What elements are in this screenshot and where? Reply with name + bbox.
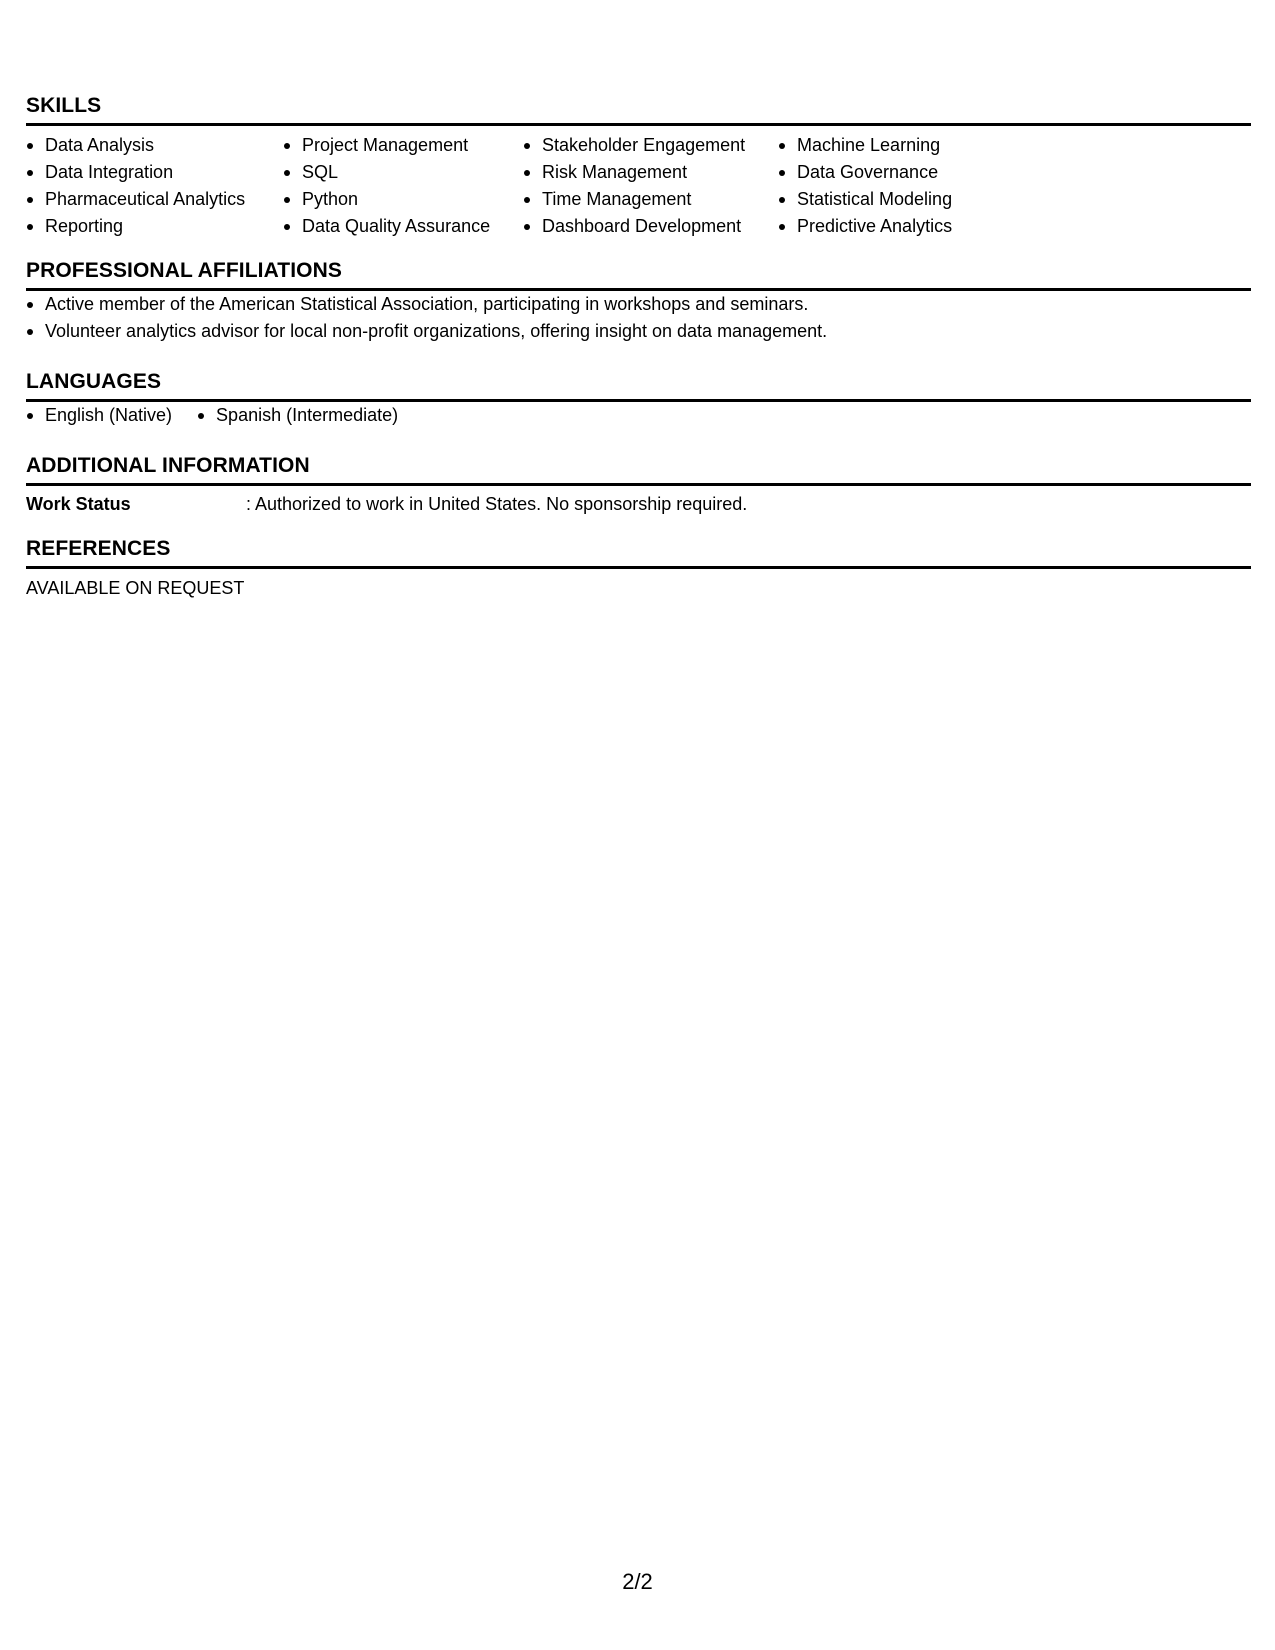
skill-item: Data Integration — [26, 159, 283, 186]
skill-item: Stakeholder Engagement — [523, 132, 778, 159]
skill-item: Data Quality Assurance — [283, 213, 523, 240]
work-status-label: Work Status — [26, 494, 131, 514]
skill-item: Pharmaceutical Analytics — [26, 186, 283, 213]
references-heading: REFERENCES — [26, 537, 171, 560]
languages-list — [26, 402, 1251, 429]
affiliation-item: Volunteer analytics advisor for local non-profit organizations, offering insight on data management. — [26, 318, 1251, 345]
additional-information-divider — [26, 483, 1251, 486]
language-item: Spanish (Intermediate) — [197, 402, 398, 429]
skill-item: Dashboard Development — [523, 213, 778, 240]
work-status-value: : Authorized to work in United States. No sponsorship required. — [246, 494, 748, 514]
skill-item: Risk Management — [523, 159, 778, 186]
skills-grid — [26, 132, 1251, 240]
skill-item: Reporting — [26, 213, 283, 240]
skills-heading: SKILLS — [26, 94, 102, 117]
skill-item: Python — [283, 186, 523, 213]
skill-item: Data Analysis — [26, 132, 283, 159]
references-divider — [26, 566, 1251, 569]
skills-divider — [26, 123, 1251, 126]
language-item: English (Native) — [26, 402, 172, 429]
page-number: 2/2 — [622, 1569, 653, 1594]
skill-item: Machine Learning — [778, 132, 1018, 159]
skills-column-2 — [283, 132, 523, 240]
skill-item: SQL — [283, 159, 523, 186]
resume-page — [26, 0, 1251, 1650]
skills-column-3 — [523, 132, 778, 240]
languages-heading: LANGUAGES — [26, 370, 162, 393]
additional-information-section — [26, 453, 1251, 518]
work-status-row — [26, 491, 1251, 518]
skill-item: Project Management — [283, 132, 523, 159]
skill-item: Time Management — [523, 186, 778, 213]
affiliations-list — [26, 291, 1251, 345]
skill-item: Predictive Analytics — [778, 213, 1018, 240]
skills-column-1 — [26, 132, 283, 240]
languages-section — [26, 369, 1251, 429]
skills-section — [26, 93, 1251, 240]
skill-item: Statistical Modeling — [778, 186, 1018, 213]
affiliations-section — [26, 258, 1251, 345]
skill-item: Data Governance — [778, 159, 1018, 186]
references-text: AVAILABLE ON REQUEST — [26, 578, 245, 598]
affiliations-heading: PROFESSIONAL AFFILIATIONS — [26, 259, 342, 282]
additional-information-heading: ADDITIONAL INFORMATION — [26, 454, 310, 477]
references-section — [26, 536, 1251, 602]
skills-column-4 — [778, 132, 1018, 240]
affiliation-item: Active member of the American Statistical Association, participating in workshops and seminars. — [26, 291, 1251, 318]
